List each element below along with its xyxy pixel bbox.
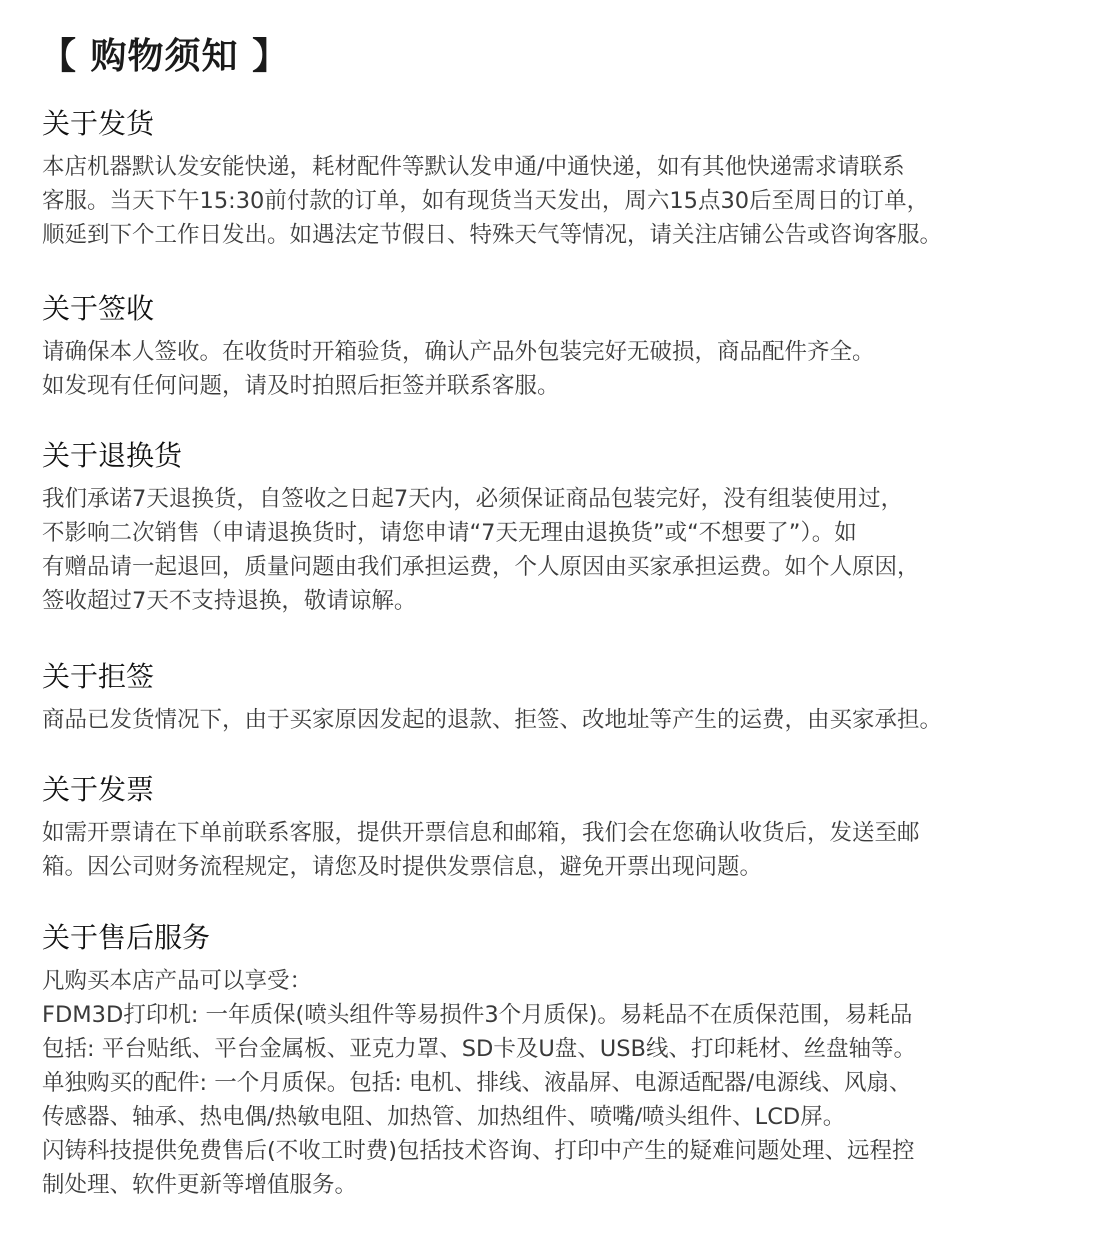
body-line: 本店机器默认发安能快递，耗材配件等默认发申通/中通快递，如有其他快递需求请联系: [42, 154, 905, 180]
section-receipt: [42, 291, 1080, 403]
body-line: 箱。因公司财务流程规定，请您及时提供发票信息，避免开票出现问题。: [42, 854, 763, 880]
body-line: 制处理、软件更新等增值服务。: [42, 1172, 358, 1198]
section-body: [42, 150, 1080, 252]
section-after-sales: [42, 920, 1080, 1202]
body-line: 单独购买的配件: 一个月质保。包括: 电机、排线、液晶屏、电源适配器/电源线、风扇、: [42, 1070, 912, 1096]
body-line: 包括: 平台贴纸、平台金属板、亚克力罩、SD卡及U盘、USB线、打印耗材、丝盘轴等。: [42, 1036, 916, 1062]
section-heading: 关于拒签: [42, 660, 155, 693]
section-body: [42, 703, 1080, 737]
body-line: 传感器、轴承、热电偶/热敏电阻、加热管、加热组件、喷嘴/喷头组件、LCD屏。: [42, 1104, 846, 1130]
section-heading: 关于退换货: [42, 439, 183, 472]
section-body: [42, 482, 1080, 618]
body-line: 商品已发货情况下，由于买家原因发起的退款、拒签、改地址等产生的运费，由买家承担。: [42, 707, 943, 733]
body-line: 凡购买本店产品可以享受：: [42, 968, 313, 994]
section-body: [42, 816, 1080, 884]
body-line: 不影响二次销售（申请退换货时，请您申请“7天无理由退换货”或“不想要了”）。如: [42, 520, 857, 546]
section-returns: [42, 438, 1080, 618]
section-heading: 关于售后服务: [42, 921, 211, 954]
body-line: FDM3D打印机: 一年质保(喷头组件等易损件3个月质保)。易耗品不在质保范围，易耗品: [42, 1002, 913, 1028]
body-line: 闪铸科技提供免费售后(不收工时费)包括技术咨询、打印中产生的疑难问题处理、远程控: [42, 1138, 915, 1164]
body-line: 如需开票请在下单前联系客服，提供开票信息和邮箱，我们会在您确认收货后，发送至邮: [42, 820, 920, 846]
section-refusal: [42, 659, 1080, 737]
section-heading: 关于发货: [42, 107, 155, 140]
section-shipping: [42, 106, 1080, 252]
section-heading: 关于签收: [42, 292, 155, 325]
body-line: 签收超过7天不支持退换，敬请谅解。: [42, 588, 417, 614]
body-line: 客服。当天下午15:30前付款的订单，如有现货当天发出，周六15点30后至周日的订单，: [42, 188, 930, 214]
section-heading: 关于发票: [42, 773, 155, 806]
page-title: 【 购物须知 】: [40, 36, 290, 77]
section-invoice: [42, 772, 1080, 884]
body-line: 顺延到下个工作日发出。如遇法定节假日、特殊天气等情况，请关注店铺公告或咨询客服。: [42, 222, 943, 248]
section-body: [42, 335, 1080, 403]
body-line: 请确保本人签收。在收货时开箱验货，确认产品外包装完好无破损，商品配件齐全。: [42, 339, 875, 365]
body-line: 有赠品请一起退回，质量问题由我们承担运费，个人原因由买家承担运费。如个人原因，: [42, 554, 920, 580]
section-body: [42, 964, 1080, 1202]
body-line: 我们承诺7天退换货，自签收之日起7天内，必须保证商品包装完好，没有组装使用过，: [42, 486, 904, 512]
body-line: 如发现有任何问题，请及时拍照后拒签并联系客服。: [42, 373, 560, 399]
